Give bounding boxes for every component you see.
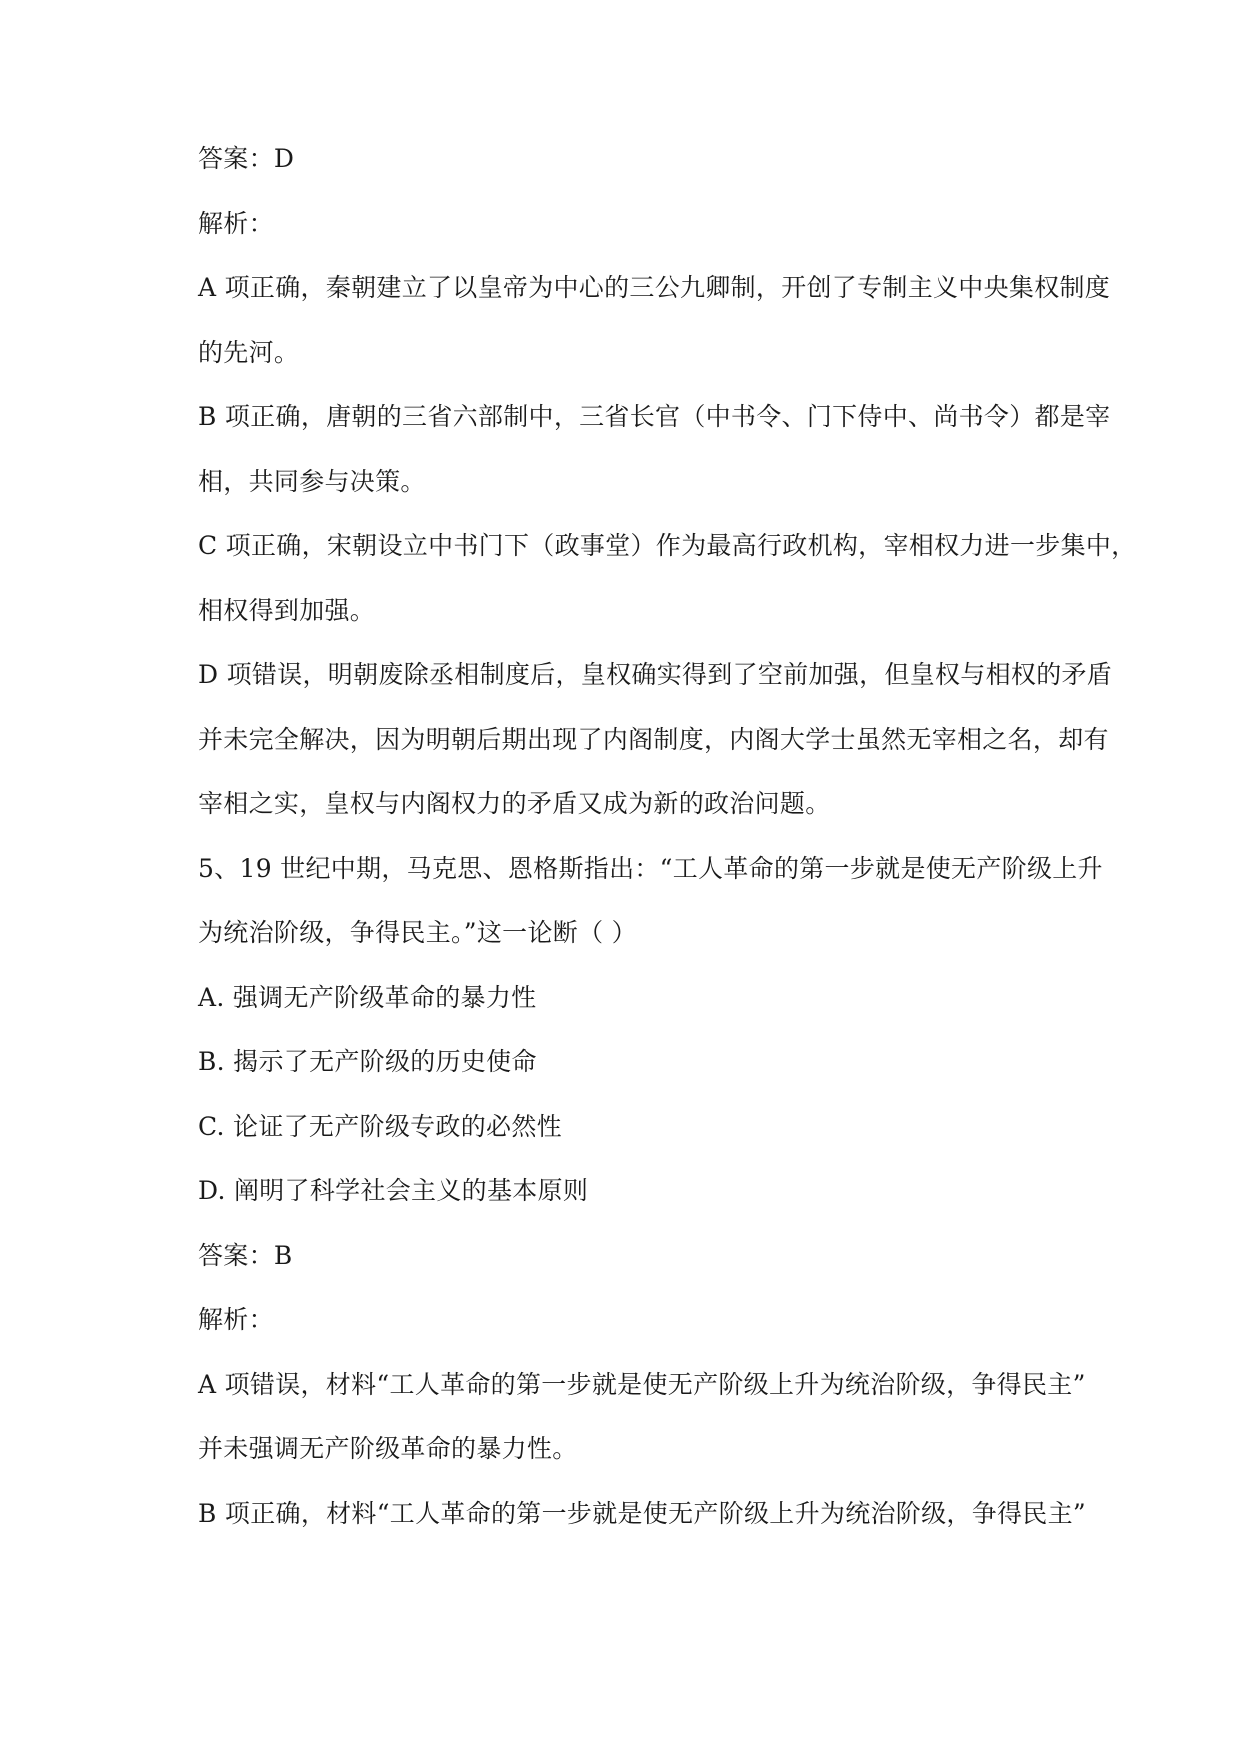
analysis-text-line: 相权得到加强。 bbox=[198, 595, 376, 625]
analysis-text-line: D 项错误，明朝废除丞相制度后，皇权确实得到了空前加强，但皇权与相权的矛盾 bbox=[198, 660, 1113, 689]
analysis-text-line: 的先河。 bbox=[198, 337, 300, 367]
analysis-text-line: 并未完全解决，因为明朝后期出现了内阁制度，内阁大学士虽然无宰相之名，却有 bbox=[198, 724, 1109, 754]
option-a: A. 强调无产阶级革命的暴力性 bbox=[198, 982, 537, 1012]
analysis-text-line: B 项正确，材料“工人革命的第一步就是使无产阶级上升为统治阶级，争得民主” bbox=[198, 1498, 1086, 1528]
question-stem-line: 5、19 世纪中期，马克思、恩格斯指出：“工人革命的第一步就是使无产阶级上升 bbox=[198, 853, 1103, 883]
answer-line: 答案：B bbox=[198, 1240, 293, 1270]
analysis-text-line: B 项正确，唐朝的三省六部制中，三省长官（中书令、门下侍中、尚书令）都是宰 bbox=[198, 402, 1111, 431]
answer-line: 答案：D bbox=[198, 144, 295, 173]
analysis-text-line: 并未强调无产阶级革命的暴力性。 bbox=[198, 1434, 578, 1463]
option-c: C. 论证了无产阶级专政的必然性 bbox=[198, 1111, 562, 1141]
analysis-text-line: 宰相之实，皇权与内阁权力的矛盾又成为新的政治问题。 bbox=[198, 789, 831, 818]
option-b: B. 揭示了无产阶级的历史使命 bbox=[198, 1047, 537, 1076]
analysis-text-line: C 项正确，宋朝设立中书门下（政事堂）作为最高行政机构，宰相权力进一步集中， bbox=[198, 531, 1137, 560]
analysis-heading: 解析： bbox=[198, 208, 274, 238]
document-body bbox=[198, 142, 1137, 1561]
analysis-text-line: A 项正确，秦朝建立了以皇帝为中心的三公九卿制，开创了专制主义中央集权制度 bbox=[198, 273, 1111, 302]
question-stem-line: 为统治阶级，争得民主。”这一论断（ ） bbox=[198, 918, 637, 947]
option-d: D. 阐明了科学社会主义的基本原则 bbox=[198, 1176, 589, 1205]
analysis-text-line: A 项错误，材料“工人革命的第一步就是使无产阶级上升为统治阶级，争得民主” bbox=[198, 1369, 1086, 1399]
analysis-text-line: 相，共同参与决策。 bbox=[198, 466, 426, 496]
analysis-heading: 解析： bbox=[198, 1305, 274, 1334]
